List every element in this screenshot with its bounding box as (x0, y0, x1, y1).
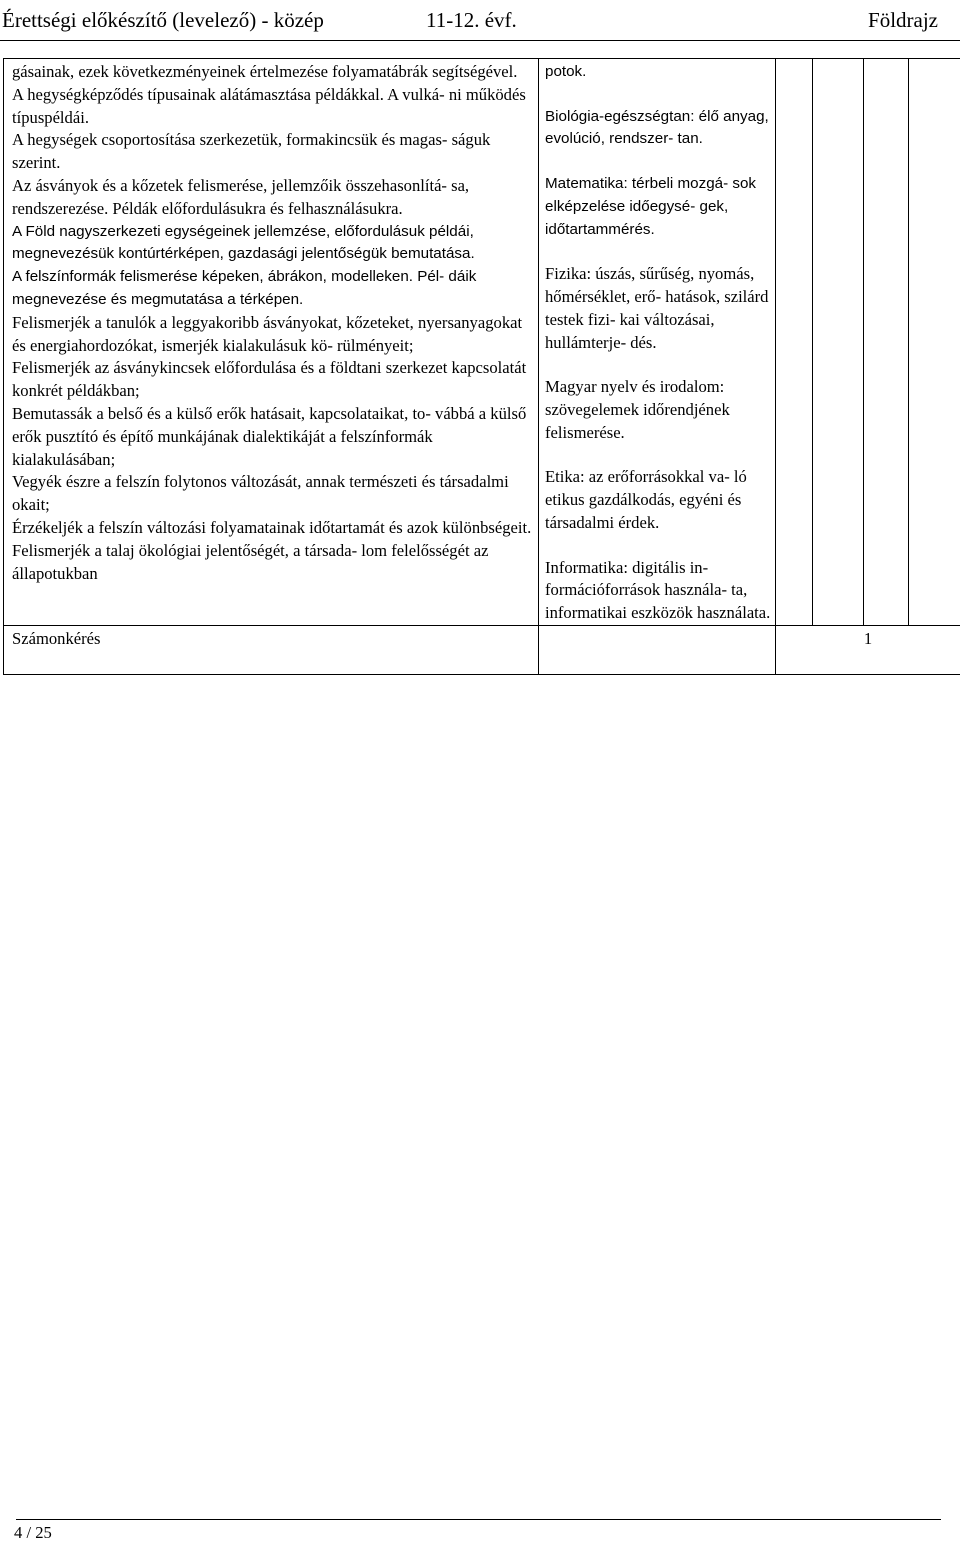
requirement-paragraph: Érzékeljék a felszín változási folyamatainak időtartamát és azok különbségeit. Felismerjék a talaj ökológiai jelentőségét, a társada- lom felelősségét az állapotukban (12, 517, 532, 583)
requirement-paragraph: Vegyék észre a felszín folytonos változását, annak természeti és társadalmi okait; (12, 472, 509, 515)
header-subject: Földrajz (868, 8, 938, 32)
empty-cell (776, 59, 813, 626)
footer-divider (16, 1519, 941, 1520)
requirement-paragraph: A felszínformák felismerése képeken, ábrákon, modelleken. Pél- dáik megnevezése és megmutatása a térképen. (12, 268, 477, 308)
requirement-paragraph: gásainak, ezek következményeinek értelmezése folyamatábrák segítségével. (12, 62, 518, 81)
page-header (0, 0, 960, 41)
link-paragraph: Informatika: digitális in- formációforrások használa- ta, informatikai eszközök használata. (545, 557, 771, 623)
curriculum-table (3, 58, 960, 675)
empty-cell (909, 59, 960, 626)
empty-cell (813, 59, 864, 626)
link-paragraph: Etika: az erőforrásokkal va- ló etikus gazdálkodás, egyéni és társadalmi érdek. (545, 467, 747, 532)
link-paragraph: potok. (545, 63, 587, 80)
page-number: 4 / 25 (14, 1523, 52, 1542)
requirement-paragraph: A Föld nagyszerkezeti egységeinek jellemzése, előfordulásuk példái, megnevezésük kontúrtérképen, gazdasági jelentőségük bemutatása. (12, 222, 475, 263)
requirement-paragraph: A hegységek csoportosítása szerkezetük, formakincsük és magas- ságuk szerint. (12, 130, 491, 173)
link-paragraph: Fizika: úszás, sűrűség, nyomás, hőmérséklet, erő- hatások, szilárd testek fizi- kai változásai, hullámterje- dés. (545, 264, 769, 352)
requirement-paragraph: Bemutassák a belső és a külső erők hatásait, kapcsolataikat, to- vábbá a külső erők pusztító és építő munkájának dialektikáját a felszínformák kialakulásában; (12, 403, 527, 469)
requirement-paragraph: A hegységképződés típusainak alátámasztása példákkal. A vulká- ni működés típuspéldái. (12, 84, 526, 127)
requirement-paragraph: Felismerjék az ásványkincsek előfordulása és a földtani szerkezet kapcsolatát konkrét példákban; (12, 358, 527, 401)
requirement-paragraph: Felismerjék a tanulók a leggyakoribb ásványokat, kőzeteket, nyersanyagokat és energiahordozókat, ismerjék kialakulásuk kö- rülményeit; (12, 312, 523, 355)
cross-curricular-links-cell (539, 59, 776, 626)
assessment-count: 1 (776, 625, 960, 674)
assessment-label: Számonkérés (4, 625, 539, 674)
header-grade-level: 11-12. évf. (426, 8, 517, 32)
empty-cell (864, 59, 909, 626)
link-paragraph: Biológia-egészségtan: élő anyag, evolúció, rendszer- tan. (545, 107, 769, 148)
header-title: Érettségi előkészítő (levelező) - közép (2, 8, 324, 32)
assessment-row (4, 625, 960, 674)
requirements-cell (4, 59, 539, 626)
requirement-paragraph: Az ásványok és a kőzetek felismerése, jellemzőik összehasonlítá- sa, rendszerezése. Példák előfordulásukra és felhasználásukra. (12, 175, 470, 218)
link-paragraph: Magyar nyelv és irodalom: szövegelemek időrendjének felismerése. (545, 377, 730, 442)
empty-cell (539, 625, 776, 674)
link-paragraph: Matematika: térbeli mozgá- sok elképzelése időegysé- gek, időtartammérés. (545, 174, 757, 238)
content-row (4, 59, 960, 626)
